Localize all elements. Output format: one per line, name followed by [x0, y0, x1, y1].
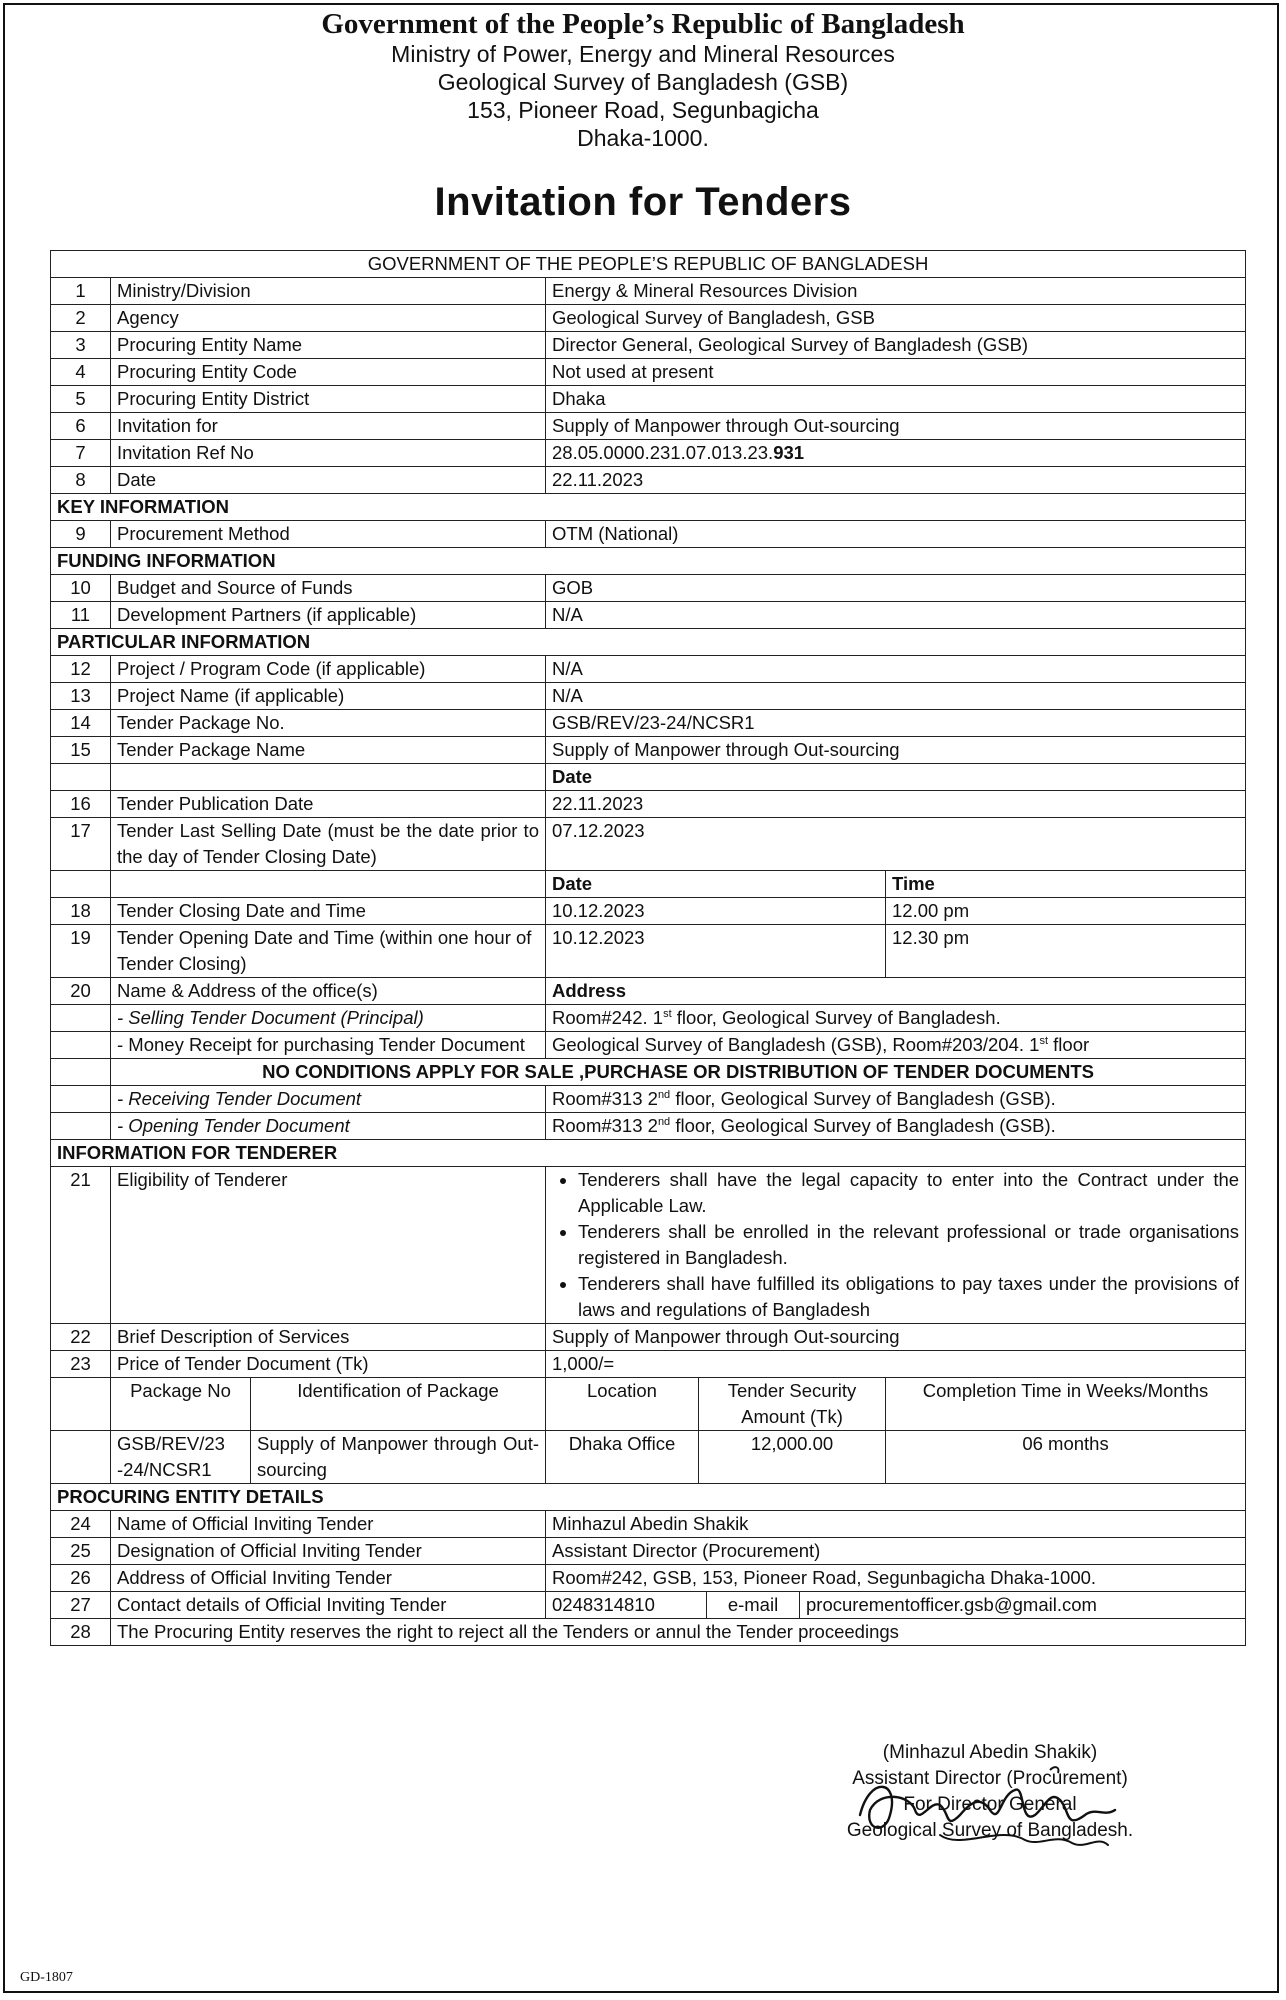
package-header: Package No: [111, 1378, 251, 1431]
list-item: • Tenderers shall have fulfilled its obligations to pay taxes under the provisions of laws and regulations of Bangladesh: [578, 1271, 1239, 1323]
row-number: 16: [51, 791, 111, 818]
table-row: [51, 440, 1246, 467]
ministry-name: Ministry of Power, Energy and Mineral Resources: [391, 41, 895, 67]
list-item: • Tenderers shall have the legal capacity to enter into the Contract under the Applicable Law.: [578, 1167, 1239, 1219]
row-number: 7: [51, 440, 111, 467]
row-label: Budget and Source of Funds: [111, 575, 546, 602]
row-value: N/A: [546, 683, 1246, 710]
table-row: [51, 1113, 1246, 1140]
row-number: 1: [51, 278, 111, 305]
row-value: GSB/REV/23-24/NCSR1: [546, 710, 1246, 737]
table-row: [51, 1619, 1246, 1646]
package-header-row: [51, 1378, 1246, 1431]
row-value: Assistant Director (Procurement): [546, 1538, 1246, 1565]
row-label: Development Partners (if applicable): [111, 602, 546, 629]
section-heading-funding: FUNDING INFORMATION: [51, 548, 1246, 575]
selling-label: - Selling Tender Document (Principal): [111, 1005, 546, 1032]
row-label: Name & Address of the office(s): [111, 978, 546, 1005]
eligibility-list-cell: [546, 1167, 1246, 1324]
row-value: Supply of Manpower through Out-sourcing: [546, 737, 1246, 764]
row-value: GOB: [546, 575, 1246, 602]
table-header: GOVERNMENT OF THE PEOPLE’S REPUBLIC OF BANGLADESH: [51, 251, 1246, 278]
row-label: Project / Program Code (if applicable): [111, 656, 546, 683]
signatory-designation: Assistant Director (Procurement): [852, 1768, 1128, 1789]
table-row: [51, 1538, 1246, 1565]
row-number: 11: [51, 602, 111, 629]
row-value: 1,000/=: [546, 1351, 1246, 1378]
row-time: 12.30 pm: [886, 925, 1246, 978]
row-value: OTM (National): [546, 521, 1246, 548]
row-label: Tender Opening Date and Time (within one hour of Tender Closing): [111, 925, 546, 978]
table-row: [51, 602, 1246, 629]
opening-address: Room#313 2nd floor, Geological Survey of Bangladesh (GSB).: [546, 1113, 1246, 1140]
table-row: [51, 925, 1246, 978]
row-label: Tender Package Name: [111, 737, 546, 764]
package-cell: Supply of Manpower through Out-sourcing: [251, 1431, 546, 1484]
section-heading-key: KEY INFORMATION: [51, 494, 1246, 521]
row-number: 4: [51, 359, 111, 386]
row-label: Invitation for: [111, 413, 546, 440]
table-row: [51, 764, 1246, 791]
reservation-clause: The Procuring Entity reserves the right to reject all the Tenders or annul the Tender proceedings: [111, 1619, 1246, 1646]
contact-phone: 0248314810: [546, 1592, 707, 1618]
row-value: [546, 440, 1246, 467]
row-number: 28: [51, 1619, 111, 1646]
government-title: Government of the People’s Republic of Bangladesh: [321, 8, 965, 40]
section-row: [51, 629, 1246, 656]
tender-table: [50, 250, 1246, 1646]
table-row: [51, 710, 1246, 737]
table-row: [51, 386, 1246, 413]
table-row: [51, 737, 1246, 764]
row-value: 22.11.2023: [546, 791, 1246, 818]
row-number: 21: [51, 1167, 111, 1324]
section-heading-tenderer: INFORMATION FOR TENDERER: [51, 1140, 1246, 1167]
address-city: Dhaka-1000.: [577, 125, 709, 151]
row-value: Energy & Mineral Resources Division: [546, 278, 1246, 305]
ref-no-suffix: 931: [773, 442, 805, 463]
money-receipt-label: - Money Receipt for purchasing Tender Document: [111, 1032, 546, 1059]
list-item: • Tenderers shall be enrolled in the relevant professional or trade organisations registered in Bangladesh.: [578, 1219, 1239, 1271]
row-number: 20: [51, 978, 111, 1005]
table-row: [51, 1167, 1246, 1324]
row-number: 15: [51, 737, 111, 764]
time-column-header: Time: [886, 871, 1246, 898]
row-number: 25: [51, 1538, 111, 1565]
row-number: 23: [51, 1351, 111, 1378]
no-conditions-notice: NO CONDITIONS APPLY FOR SALE ,PURCHASE OR DISTRIBUTION OF TENDER DOCUMENTS: [111, 1059, 1246, 1086]
row-label: Project Name (if applicable): [111, 683, 546, 710]
row-number: 2: [51, 305, 111, 332]
row-number: 8: [51, 467, 111, 494]
table-row: [51, 898, 1246, 925]
package-header: Completion Time in Weeks/Months: [886, 1378, 1246, 1431]
row-label: Procuring Entity District: [111, 386, 546, 413]
table-row: [51, 521, 1246, 548]
row-label: Ministry/Division: [111, 278, 546, 305]
row-number: 13: [51, 683, 111, 710]
date-column-header: Date: [546, 764, 1246, 791]
row-label: Address of Official Inviting Tender: [111, 1565, 546, 1592]
section-heading-particular: PARTICULAR INFORMATION: [51, 629, 1246, 656]
table-header-row: [51, 251, 1246, 278]
signatory-org: Geological Survey of Bangladesh.: [846, 1820, 1134, 1841]
section-heading-procuring: PROCURING ENTITY DETAILS: [51, 1484, 1246, 1511]
row-label: Date: [111, 467, 546, 494]
row-number: 12: [51, 656, 111, 683]
row-label: Agency: [111, 305, 546, 332]
table-row: [51, 1565, 1246, 1592]
table-row: [51, 1059, 1246, 1086]
row-number: 5: [51, 386, 111, 413]
table-row: [51, 305, 1246, 332]
contact-email-label: e-mail: [707, 1592, 800, 1618]
row-value: Supply of Manpower through Out-sourcing: [546, 1324, 1246, 1351]
row-label: Tender Last Selling Date (must be the date prior to the day of Tender Closing Date): [111, 818, 546, 871]
table-row: [51, 656, 1246, 683]
table-row: [51, 1511, 1246, 1538]
row-value: 22.11.2023: [546, 467, 1246, 494]
address-road: 153, Pioneer Road, Segunbagicha: [467, 97, 819, 123]
row-number: 18: [51, 898, 111, 925]
table-row: [51, 1351, 1246, 1378]
row-label: Procurement Method: [111, 521, 546, 548]
table-row: [51, 791, 1246, 818]
address-column-header: Address: [546, 978, 1246, 1005]
table-row: [51, 1005, 1246, 1032]
row-number: 26: [51, 1565, 111, 1592]
table-row: [51, 467, 1246, 494]
row-value: N/A: [546, 656, 1246, 683]
page-title: Invitation for Tenders: [434, 180, 852, 224]
selling-address: Room#242. 1st floor, Geological Survey of Bangladesh.: [546, 1005, 1246, 1032]
table-row: [51, 575, 1246, 602]
package-header: Identification of Package: [251, 1378, 546, 1431]
row-label: Contact details of Official Inviting Tender: [111, 1592, 546, 1619]
row-value: 07.12.2023: [546, 818, 1246, 871]
row-value: Room#242, GSB, 153, Pioneer Road, Segunbagicha Dhaka-1000.: [546, 1565, 1246, 1592]
section-row: [51, 548, 1246, 575]
row-date: 10.12.2023: [546, 925, 886, 978]
section-row: [51, 494, 1246, 521]
date-column-header: Date: [546, 871, 886, 898]
table-row: [51, 818, 1246, 871]
eligibility-list: [552, 1167, 1239, 1323]
row-number: 19: [51, 925, 111, 978]
table-row: [51, 683, 1246, 710]
table-row: [51, 978, 1246, 1005]
table-row: [51, 332, 1246, 359]
row-label: Procuring Entity Code: [111, 359, 546, 386]
money-receipt-address: Geological Survey of Bangladesh (GSB), Room#203/204. 1st floor: [546, 1032, 1246, 1059]
signature-block: [780, 1740, 1200, 1844]
row-value: Minhazul Abedin Shakik: [546, 1511, 1246, 1538]
row-number: 6: [51, 413, 111, 440]
row-value: Geological Survey of Bangladesh, GSB: [546, 305, 1246, 332]
row-value: Dhaka: [546, 386, 1246, 413]
form-code: GD-1807: [20, 1970, 73, 1985]
row-value: Supply of Manpower through Out-sourcing: [546, 413, 1246, 440]
package-cell: Dhaka Office: [546, 1431, 699, 1484]
row-time: 12.00 pm: [886, 898, 1246, 925]
table-row: [51, 871, 1246, 898]
row-label: Invitation Ref No: [111, 440, 546, 467]
table-row: [51, 1086, 1246, 1113]
section-row: [51, 1484, 1246, 1511]
table-row: [51, 1592, 1246, 1619]
row-number: 17: [51, 818, 111, 871]
row-value: N/A: [546, 602, 1246, 629]
package-header: Location: [546, 1378, 699, 1431]
row-number: 27: [51, 1592, 111, 1619]
table-row: [51, 278, 1246, 305]
table-row: [51, 1324, 1246, 1351]
table-row: [51, 413, 1246, 440]
package-cell: 06 months: [886, 1431, 1246, 1484]
row-date: 10.12.2023: [546, 898, 886, 925]
package-row: [51, 1431, 1246, 1484]
row-label: Tender Publication Date: [111, 791, 546, 818]
section-row: [51, 1140, 1246, 1167]
opening-label: - Opening Tender Document: [111, 1113, 546, 1140]
row-value: Not used at present: [546, 359, 1246, 386]
row-number: 9: [51, 521, 111, 548]
table-row: [51, 1032, 1246, 1059]
row-label: Tender Package No.: [111, 710, 546, 737]
receiving-address: Room#313 2nd floor, Geological Survey of Bangladesh (GSB).: [546, 1086, 1246, 1113]
row-number: 22: [51, 1324, 111, 1351]
contact-cell: [546, 1592, 1246, 1619]
table-row: [51, 359, 1246, 386]
row-label: Name of Official Inviting Tender: [111, 1511, 546, 1538]
package-cell: GSB/REV/23 -24/NCSR1: [111, 1431, 251, 1484]
ref-no-prefix: 28.05.0000.231.07.013.23.: [552, 442, 774, 463]
row-number: 14: [51, 710, 111, 737]
row-number: 24: [51, 1511, 111, 1538]
row-label: Tender Closing Date and Time: [111, 898, 546, 925]
survey-name: Geological Survey of Bangladesh (GSB): [437, 69, 849, 95]
signatory-name: (Minhazul Abedin Shakik): [882, 1742, 1098, 1763]
row-label: Procuring Entity Name: [111, 332, 546, 359]
contact-email[interactable]: procurementofficer.gsb@gmail.com: [806, 1594, 1097, 1615]
package-header: Tender Security Amount (Tk): [699, 1378, 886, 1431]
row-label: Brief Description of Services: [111, 1324, 546, 1351]
signatory-for: For Director General: [903, 1794, 1077, 1815]
contact-table: [546, 1592, 1245, 1618]
row-label: Designation of Official Inviting Tender: [111, 1538, 546, 1565]
row-label: Price of Tender Document (Tk): [111, 1351, 546, 1378]
document-header: [0, 8, 1286, 152]
receiving-label: - Receiving Tender Document: [111, 1086, 546, 1113]
package-cell: 12,000.00: [699, 1431, 886, 1484]
row-number: 3: [51, 332, 111, 359]
row-number: 10: [51, 575, 111, 602]
row-value: Director General, Geological Survey of Bangladesh (GSB): [546, 332, 1246, 359]
row-label: Eligibility of Tenderer: [111, 1167, 546, 1324]
